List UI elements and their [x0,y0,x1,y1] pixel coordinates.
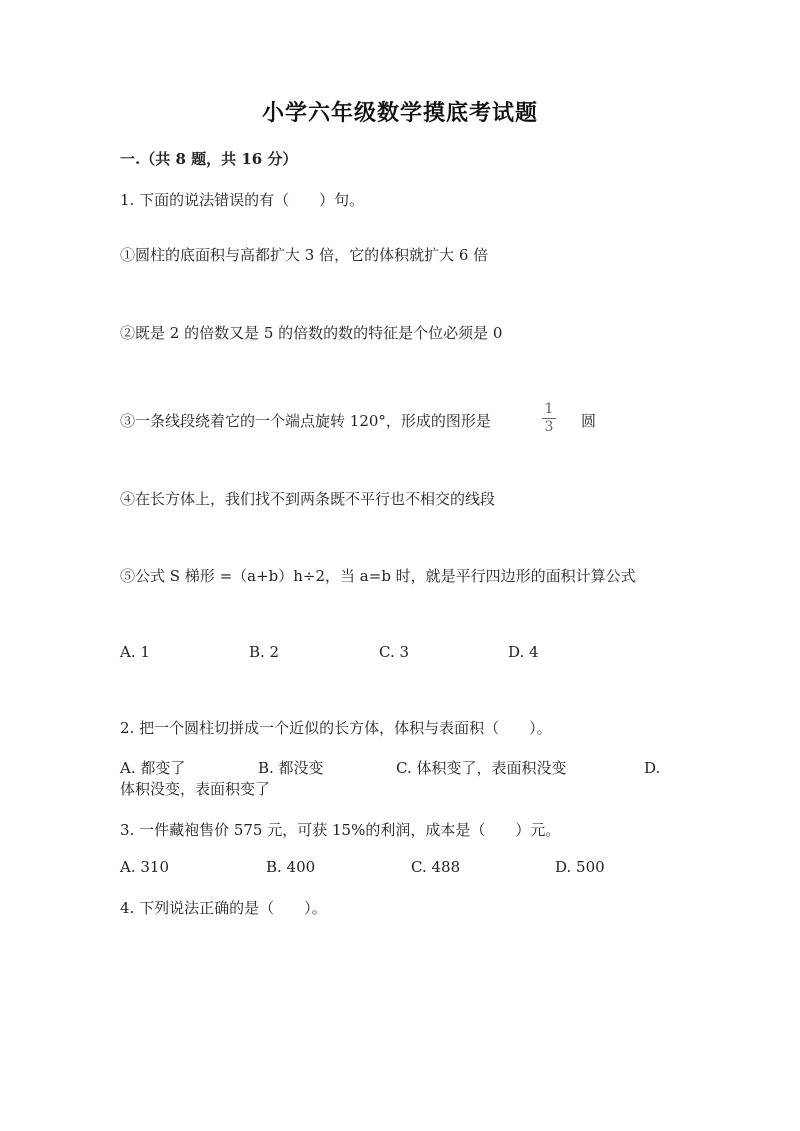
fraction-one-third [540,402,558,435]
question-1-statement-1: ①圆柱的底面积与高都扩大 3 倍，它的体积就扩大 6 倍 [120,246,489,264]
question-3-option-c[interactable]: C. 488 [411,858,461,876]
question-1-statement-3: ③一条线段绕着它的一个端点旋转 120°，形成的图形是 [120,412,491,430]
question-1-statement-3-tail: 圆 [581,412,597,430]
question-1-option-c[interactable]: C. 3 [379,643,410,661]
question-2-option-d-line-1: D. [644,759,661,777]
section-heading: 一.（共 8 题，共 16 分） [120,150,298,168]
question-1-option-a[interactable]: A. 1 [120,643,150,661]
question-4-stem: 4. 下列说法正确的是（ ）。 [120,899,327,917]
question-1-statement-5: ⑤公式 S 梯形 =（a+b）h÷2，当 a=b 时，就是平行四边形的面积计算公式 [120,567,636,585]
question-3-option-d[interactable]: D. 500 [555,858,605,876]
question-3-stem: 3. 一件藏袍售价 575 元，可获 15%的利润，成本是（ ）元。 [120,821,561,839]
question-1-statement-2: ②既是 2 的倍数又是 5 的倍数的数的特征是个位必须是 0 [120,324,503,342]
question-2-option-d[interactable] [644,758,660,779]
page-title: 小学六年级数学摸底考试题 [261,100,538,126]
question-2-options [120,758,680,802]
question-3-option-a[interactable]: A. 310 [120,858,169,876]
question-1-statement-4: ④在长方体上，我们找不到两条既不平行也不相交的线段 [120,490,496,508]
question-2-option-c[interactable]: C. 体积变了，表面积没变 [396,759,567,777]
fraction-numerator: 1 [544,401,554,417]
question-1-stem: 1. 下面的说法错误的有（ ）句。 [120,191,365,209]
question-3-option-b[interactable]: B. 400 [266,858,316,876]
question-1-option-b[interactable]: B. 2 [249,643,280,661]
question-1-option-d[interactable]: D. 4 [508,643,539,661]
question-2-option-b[interactable]: B. 都没变 [258,759,324,777]
question-2-option-d-line-2: 体积没变，表面积变了 [120,780,271,798]
question-2-stem: 2. 把一个圆柱切拼成一个近似的长方体，体积与表面积（ ）。 [120,719,552,737]
fraction-denominator: 3 [544,419,554,435]
question-2-option-a[interactable]: A. 都变了 [120,759,186,777]
